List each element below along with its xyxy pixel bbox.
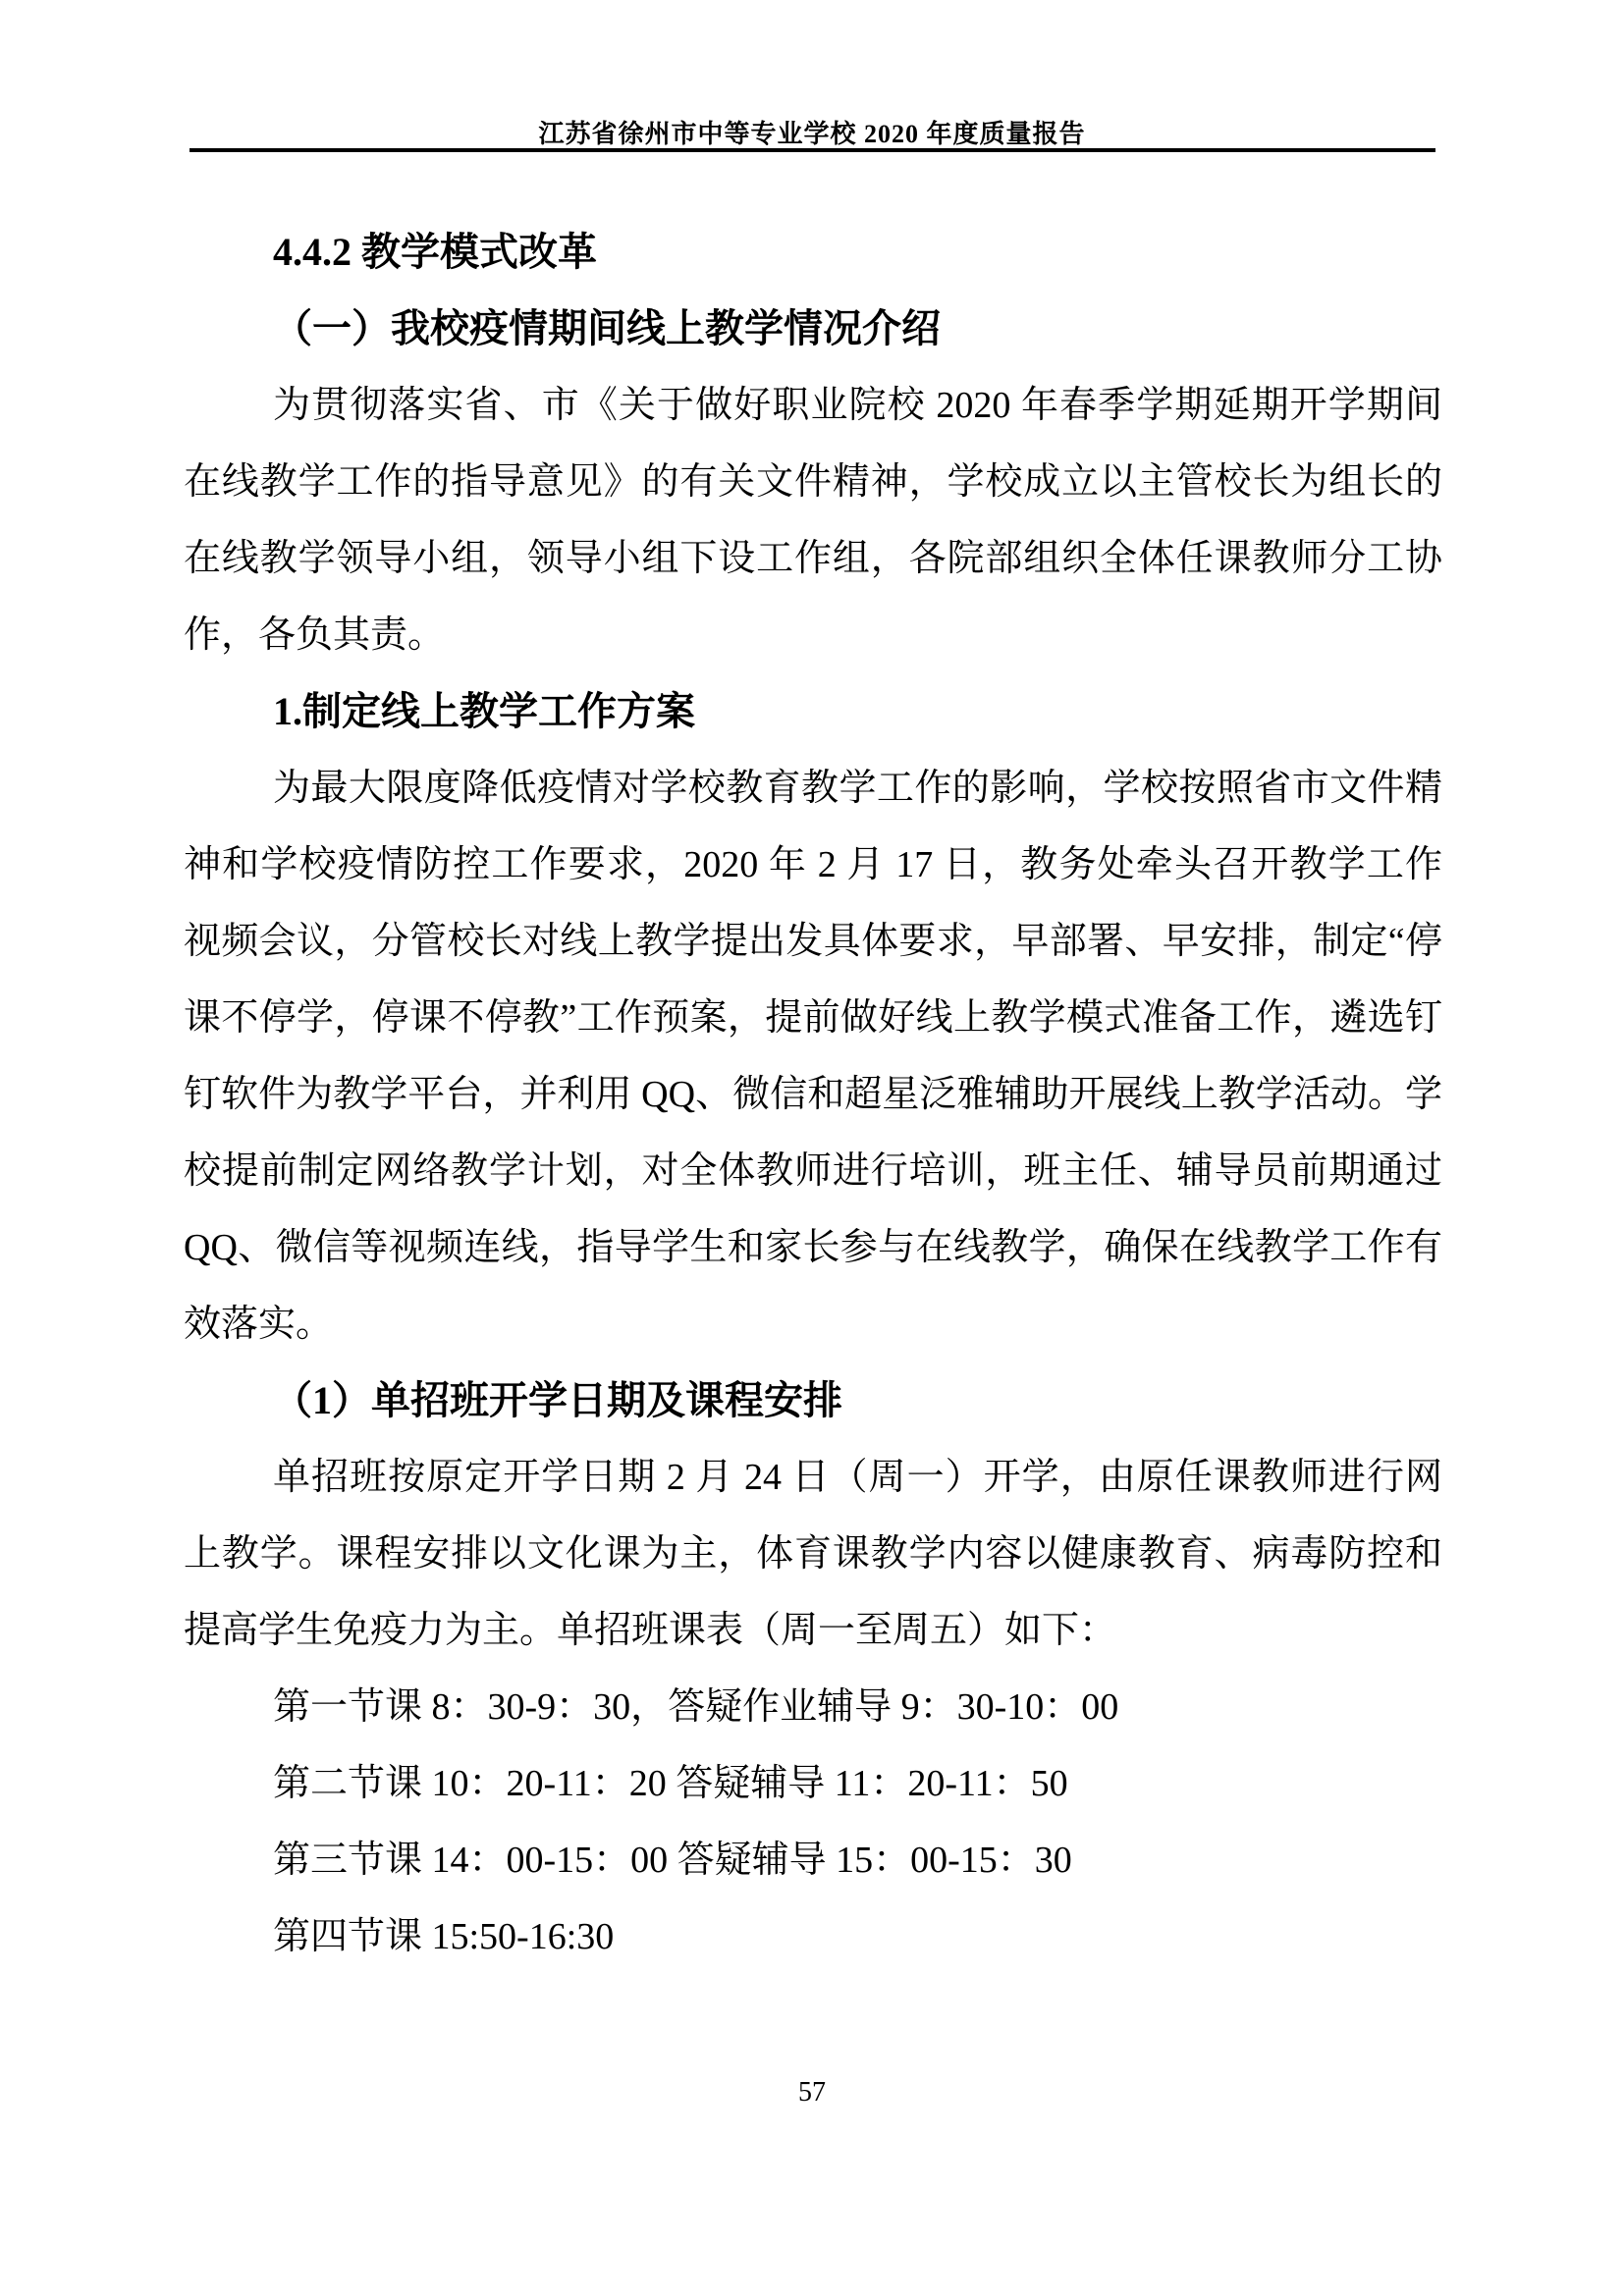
page-header-title: 江苏省徐州市中等专业学校 2020 年度质量报告 [538, 120, 1086, 148]
document-body [184, 214, 1442, 1975]
paragraph-policy-implementation: 为贯彻落实省、市《关于做好职业院校 2020 年春季学期延期开学期间在线教学工作的指导意见》的有关文件精神，学校成立以主管校长为组长的在线教学领导小组，领导小组下设工作组，各院部组织全体任课教师分工协作，各负其责。 [184, 385, 1442, 656]
schedule-line-period-3: 第三节课 14：00-15：00 答疑辅导 15：00-15：30 [273, 1840, 1072, 1881]
subsection-heading-online-teaching-intro: （一）我校疫情期间线上教学情况介绍 [273, 306, 941, 350]
page-footer [0, 2077, 1624, 2109]
schedule-line-period-4: 第四节课 15:50-16:30 [273, 1916, 615, 1957]
schedule-line-period-2: 第二节课 10：20-11：20 答疑辅导 11：20-11：50 [273, 1763, 1068, 1804]
section-heading: 4.4.2 教学模式改革 [273, 230, 597, 274]
subsection-heading-teaching-plan: 1.制定线上教学工作方案 [273, 689, 695, 733]
paragraph-schedule-intro: 单招班按原定开学日期 2 月 24 日（周一）开学，由原任课教师进行网上教学。课程安排以文化课为主，体育课教学内容以健康教育、病毒防控和提高学生免疫力为主。单招班课表（周一至周五）如下： [184, 1457, 1442, 1651]
subsection-heading-class-schedule: （1）单招班开学日期及课程安排 [273, 1378, 842, 1422]
paragraph-teaching-plan-details: 为最大限度降低疫情对学校教育教学工作的影响，学校按照省市文件精神和学校疫情防控工作要求，2020 年 2 月 17 日，教务处牵头召开教学工作视频会议，分管校长对线上教学提出发具体要求，早部署、早安排，制定“停课不停学，停课不停教”工作预案，提前做好线上教学模式准备工作，遴选钉钉软件为教学平台，并利用 QQ、微信和超星泛雅辅助开展线上教学活动。学校提前制定网络教学计划，对全体教师进行培训，班主任、辅导员前期通过 QQ、微信等视频连线，指导学生和家长参与在线教学，确保在线教学工作有效落实。 [184, 768, 1442, 1345]
schedule-line-period-1: 第一节课 8：30-9：30，答疑作业辅导 9：30-10：00 [273, 1686, 1119, 1728]
header-rule [189, 148, 1435, 152]
page-number: 57 [798, 2077, 826, 2108]
